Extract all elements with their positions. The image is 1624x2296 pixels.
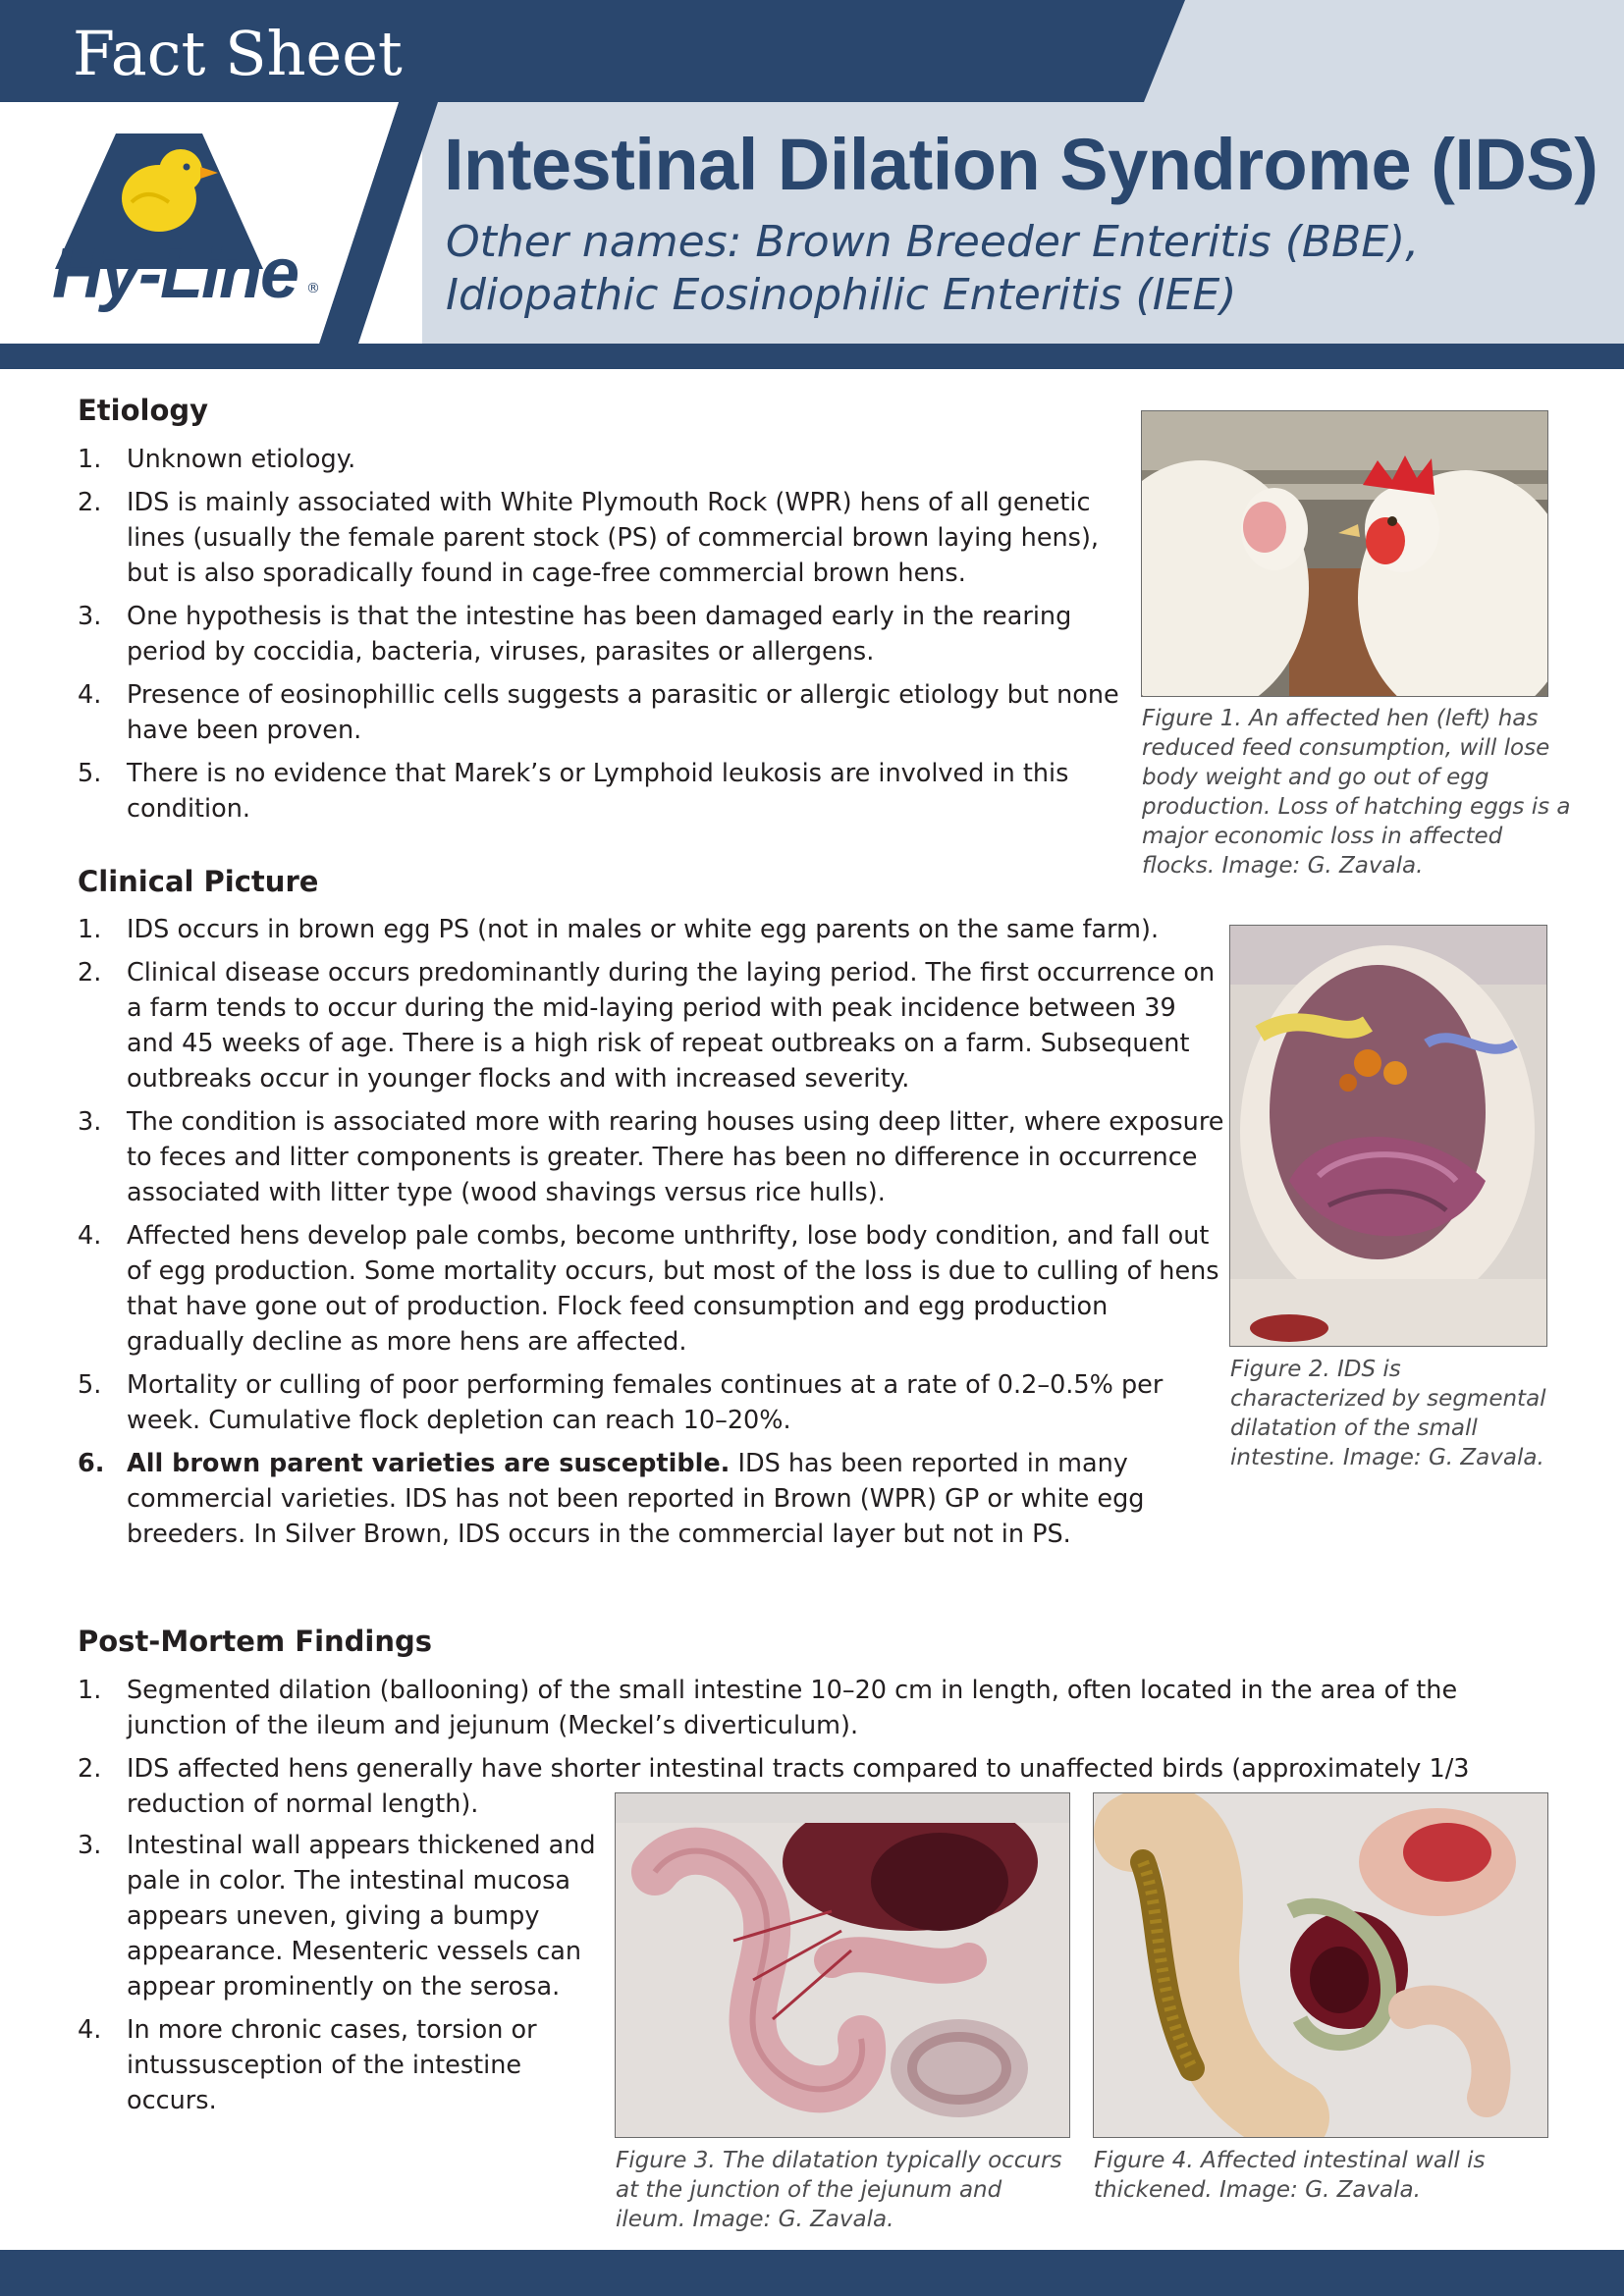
list-item xyxy=(78,1218,1226,1360)
list-item xyxy=(78,955,1226,1096)
figure-2-caption: Figure 2. IDS is characterized by segmental dilatation of the small intestine. Image: G. Zavala. xyxy=(1230,1357,1546,1470)
clinical-list xyxy=(78,912,1226,1560)
fact-sheet-label: Fact Sheet xyxy=(73,18,403,89)
list-item xyxy=(78,1828,618,2004)
list-text: IDS has been reported in many commercial varieties. IDS has not been reported in Brown (WPR) GP or white egg breeders. In Silver Brown, IDS occurs in the commercial layer but not in PS. xyxy=(127,1449,1145,1549)
hy-line-logo-text: Hy-Line xyxy=(51,235,298,313)
list-item xyxy=(78,1446,1226,1552)
page-title: Intestinal Dilation Syndrome (IDS) xyxy=(444,124,1598,205)
list-text: IDS occurs in brown egg PS (not in males or white egg parents on the same farm). xyxy=(127,915,1160,944)
list-number: 2. xyxy=(78,1754,102,1784)
list-number: 6. xyxy=(78,1449,105,1478)
list-number: 1. xyxy=(78,1676,102,1705)
list-text: Segmented dilation (ballooning) of the small intestine 10–20 cm in length, often located in the area of the junction of the ileum and jejunum (Meckel’s diverticulum). xyxy=(127,1676,1458,1740)
subtitle-line-2: Idiopathic Eosinophilic Enteritis (IEE) xyxy=(446,270,1237,320)
list-number: 3. xyxy=(78,1831,102,1860)
header-bottom-bar xyxy=(0,344,1624,369)
list-number: 4. xyxy=(78,1221,102,1251)
list-number: 2. xyxy=(78,488,102,517)
list-text: Intestinal wall appears thickened and pale in color. The intestinal mucosa appears uneven, giving a bumpy appearance. Mesenteric vessels can appear prominently on the serosa. xyxy=(127,1831,596,2002)
list-text: In more chronic cases, torsion or intussusception of the intestine occurs. xyxy=(127,2015,537,2115)
list-text: The condition is associated more with rearing houses using deep litter, where exposure to feces and litter components is greater. There has been no difference in occurrence associated with litter type (wood shavings versus rice hulls). xyxy=(127,1107,1224,1207)
list-text: Mortality or culling of poor performing females continues at a rate of 0.2–0.5% per week. Cumulative flock depletion can reach 10–20%. xyxy=(127,1370,1164,1435)
list-text: There is no evidence that Marek’s or Lymphoid leukosis are involved in this condition. xyxy=(127,759,1069,824)
list-text: IDS is mainly associated with White Plymouth Rock (WPR) hens of all genetic lines (usually the female parent stock (PS) of commercial brown laying hens), but is also sporadically found in cage-free commercial brown hens. xyxy=(127,488,1100,588)
list-item xyxy=(78,2012,618,2118)
list-text: Unknown etiology. xyxy=(127,445,356,474)
page-subtitle xyxy=(446,216,1604,322)
list-number: 3. xyxy=(78,602,102,631)
list-number: 5. xyxy=(78,1370,102,1400)
list-bold-text: All brown parent varieties are susceptible. xyxy=(127,1449,731,1478)
list-text: One hypothesis is that the intestine has been damaged early in the rearing period by coccidia, bacteria, viruses, parasites or allergens. xyxy=(127,602,1072,667)
figure-3-caption: Figure 3. The dilatation typically occurs at the junction of the jejunum and ileum. Image: G. Zavala. xyxy=(616,2148,1062,2232)
list-text: IDS affected hens generally have shorter intestinal tracts compared to unaffected birds (approximately 1/3 reduction of normal length). xyxy=(127,1754,1470,1819)
clinical-heading: Clinical Picture xyxy=(78,865,319,898)
postmortem-heading: Post-Mortem Findings xyxy=(78,1625,433,1658)
list-item xyxy=(78,756,1138,827)
list-item xyxy=(78,1673,1531,1743)
list-number: 1. xyxy=(78,915,102,944)
figure-3-image xyxy=(615,1792,1070,2138)
subtitle-line-1: Other names: Brown Breeder Enteritis (BBE), xyxy=(446,217,1420,267)
postmortem-list-narrow xyxy=(78,1828,618,2126)
registered-mark: ® xyxy=(306,281,320,296)
list-number: 4. xyxy=(78,2015,102,2045)
list-number: 4. xyxy=(78,680,102,710)
list-text: Clinical disease occurs predominantly during the laying period. The first occurrence on a farm tends to occur during the mid-laying period with peak incidence between 39 and 45 weeks of age. There is a high risk of repeat outbreaks on a farm. Subsequent outbreaks occur in younger flocks and with increased severity. xyxy=(127,958,1216,1094)
figure-1-caption: Figure 1. An affected hen (left) has reduced feed consumption, will lose body weight and go out of egg production. Loss of hatching eggs is a major economic loss in affected flocks. Image: G. Zavala. xyxy=(1142,706,1571,879)
list-number: 5. xyxy=(78,759,102,788)
list-item xyxy=(78,677,1138,748)
list-item xyxy=(78,599,1138,669)
figure-1-image xyxy=(1141,410,1548,697)
list-item xyxy=(78,442,1138,477)
list-item xyxy=(78,485,1138,591)
list-item xyxy=(78,1367,1226,1438)
etiology-heading: Etiology xyxy=(78,394,209,427)
figure-4-image xyxy=(1093,1792,1548,2138)
etiology-list xyxy=(78,442,1138,834)
list-number: 1. xyxy=(78,445,102,474)
list-item xyxy=(78,912,1226,947)
list-number: 3. xyxy=(78,1107,102,1137)
footer-bar xyxy=(0,2250,1624,2296)
list-item xyxy=(78,1104,1226,1210)
list-text: Presence of eosinophillic cells suggests a parasitic or allergic etiology but none have been proven. xyxy=(127,680,1119,745)
figure-2-image xyxy=(1229,925,1547,1347)
list-number: 2. xyxy=(78,958,102,988)
figure-4-caption: Figure 4. Affected intestinal wall is thickened. Image: G. Zavala. xyxy=(1094,2148,1486,2203)
list-text: Affected hens develop pale combs, become unthrifty, lose body condition, and fall out of egg production. Some mortality occurs, but most of the loss is due to culling of hens that have gone out of production. Flock feed consumption and egg production gradually decline as more hens are affected. xyxy=(127,1221,1219,1357)
